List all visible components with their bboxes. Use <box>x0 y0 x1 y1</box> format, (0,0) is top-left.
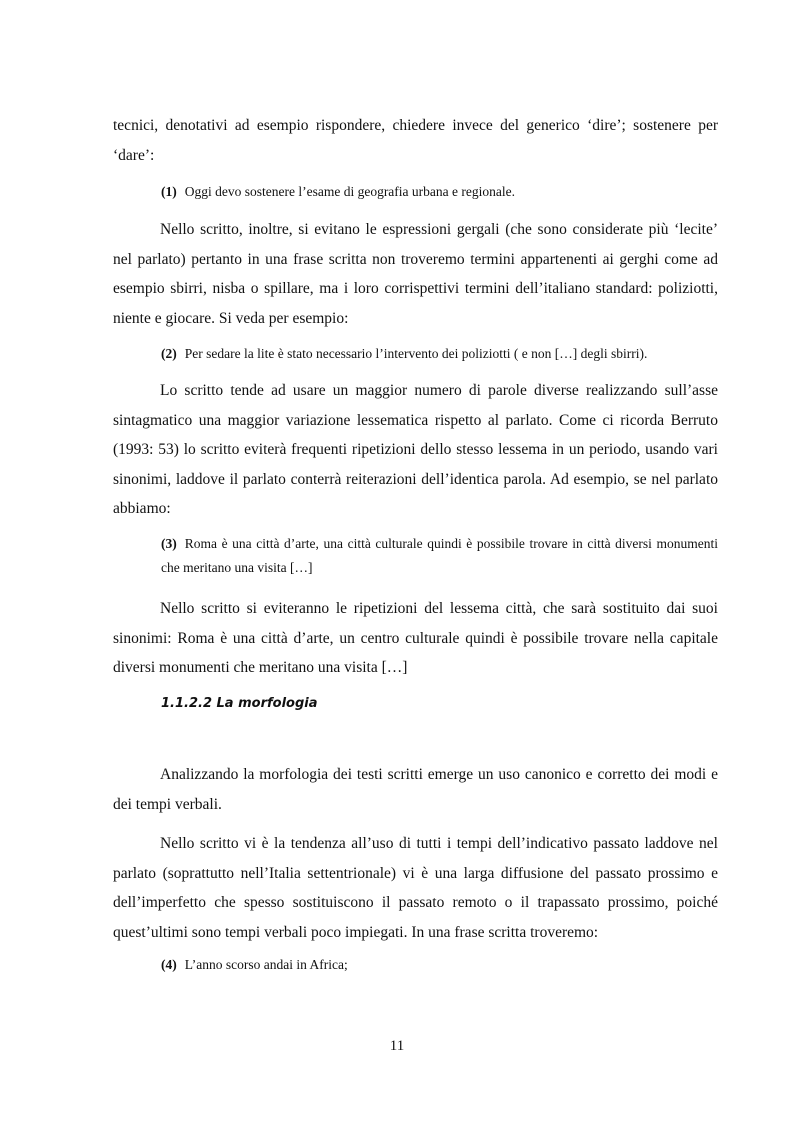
section-heading: 1.1.2.2 La morfologia <box>161 696 318 711</box>
example-3 <box>161 532 718 580</box>
paragraph-verb-tenses: Nello scritto vi è la tendenza all’uso di tutti i tempi dell’indicativo passato laddove nel parlato (soprattutto nell’Italia settentrionale) vi è una larga diffusione del passato prossimo e dell’imperfetto che spesso sostituiscono il passato remoto o il trapassato prossimo, poiché quest’ultimi sono tempi verbali poco impiegati. In una frase scritta troveremo: <box>113 835 718 941</box>
example-3-number: (3) <box>161 536 177 551</box>
example-2 <box>161 342 718 366</box>
example-1-text: Oggi devo sostenere l’esame di geografia urbana e regionale. <box>184 184 515 199</box>
paragraph-slang: Nello scritto, inoltre, si evitano le espressioni gergali (che sono considerate più ‘lecite’ nel parlato) pertanto in una frase scritta non troveremo termini appartenenti ai gerghi come ad esempio sbirri, nisba o spillare, ma i loro corrispettivi termini dell’italiano standard: poliziotti, niente e giocare. Si veda per esempio: <box>113 221 718 327</box>
example-3-text: Roma è una città d’arte, una città culturale quindi è possibile trovare in città diversi monumenti che meritano una visita […] <box>161 536 718 575</box>
paragraph-lexical-variation: Lo scritto tende ad usare un maggior numero di parole diverse realizzando sull’asse sintagmatico una maggior variazione lessematica rispetto al parlato. Come ci ricorda Berruto (1993: 53) lo scritto eviterà frequenti ripetizioni dello stesso lessema in un periodo, usando vari sinonimi, laddove il parlato conterrà reiterazioni dell’identica parola. Ad esempio, se nel parlato abbiamo: <box>113 382 718 517</box>
paragraph-morphology-intro: Analizzando la morfologia dei testi scritti emerge un uso canonico e corretto dei modi e dei tempi verbali. <box>113 766 718 813</box>
example-1 <box>161 180 718 204</box>
paragraph-lexicon-technical: tecnici, denotativi ad esempio rispondere, chiedere invece del generico ‘dire’; sostenere per ‘dare’: <box>113 117 718 164</box>
example-4-number: (4) <box>161 957 177 972</box>
example-4 <box>161 953 718 977</box>
example-1-number: (1) <box>161 184 177 199</box>
page-number: 11 <box>389 1038 405 1054</box>
example-2-text: Per sedare la lite è stato necessario l’intervento dei poliziotti ( e non […] degli sbirri). <box>184 346 648 361</box>
paragraph-synonyms: Nello scritto si eviteranno le ripetizioni del lessema città, che sarà sostituito dai suoi sinonimi: Roma è una città d’arte, un centro culturale quindi è possibile trovare nella capitale diversi monumenti che meritano una visita […] <box>113 600 718 676</box>
example-4-text: L’anno scorso andai in Africa; <box>184 957 348 972</box>
example-2-number: (2) <box>161 346 177 361</box>
